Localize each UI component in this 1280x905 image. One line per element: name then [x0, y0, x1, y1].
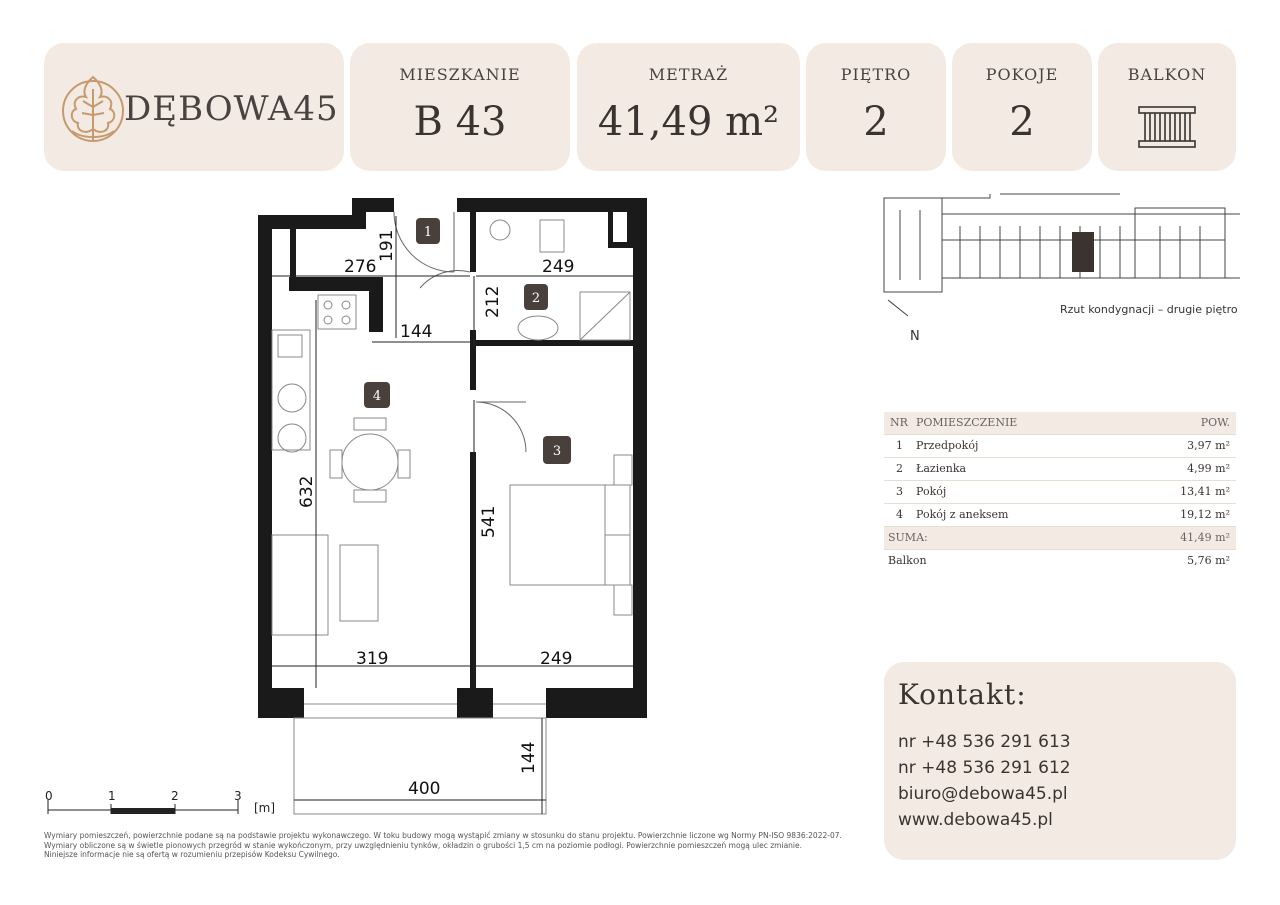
phone-link-2[interactable]: nr +48 536 291 612	[898, 758, 1071, 778]
dim-249-bottom: 249	[540, 649, 573, 669]
key-plan-caption: Rzut kondygnacji – drugie piętro	[1060, 303, 1238, 316]
logo-panel	[44, 43, 344, 171]
dim-212: 212	[483, 285, 503, 318]
dim-319: 319	[356, 649, 389, 669]
rooms-value: 2	[1009, 99, 1035, 145]
scale-tick-0: 0	[45, 789, 53, 803]
room-badge-3: 3	[552, 444, 562, 459]
col-area: POW.	[1200, 416, 1230, 429]
dim-541: 541	[479, 505, 499, 538]
row-area: 4,99 m²	[1187, 462, 1230, 475]
table-row	[884, 458, 1236, 481]
dim-632: 632	[297, 475, 317, 508]
balcony-row-area: 5,76 m²	[1187, 554, 1230, 567]
balcony-label: BALKON	[1127, 65, 1207, 84]
table-row	[884, 481, 1236, 504]
floor-cell	[806, 43, 946, 171]
contact-title: Kontakt:	[898, 678, 1027, 711]
col-nr: NR	[890, 416, 908, 429]
apartment-value: B 43	[413, 99, 507, 145]
scale-unit: [m]	[254, 801, 276, 815]
table-row	[884, 504, 1236, 527]
rooms-label: POKOJE	[985, 65, 1059, 84]
website-link[interactable]: www.debowa45.pl	[898, 810, 1053, 830]
oak-leaf-logo-icon	[58, 69, 128, 149]
table-row	[884, 435, 1236, 458]
row-area: 13,41 m²	[1180, 485, 1230, 498]
dim-400: 400	[408, 779, 441, 799]
balcony-row-label: Balkon	[888, 554, 927, 567]
apartment-cell	[350, 43, 570, 171]
row-name: Przedpokój	[916, 439, 979, 452]
balcony-row	[884, 550, 1236, 572]
row-name: Łazienka	[916, 462, 967, 475]
area-cell	[577, 43, 800, 171]
area-label: METRAŻ	[648, 65, 729, 84]
row-nr: 3	[896, 485, 903, 498]
dim-249-top: 249	[542, 257, 575, 277]
row-nr: 2	[896, 462, 903, 475]
col-name: POMIESZCZENIE	[916, 416, 1018, 429]
area-table	[884, 412, 1236, 572]
row-name: Pokój z aneksem	[916, 508, 1009, 521]
sum-label: SUMA:	[888, 531, 928, 544]
table-header	[884, 412, 1236, 435]
room-badge-2: 2	[531, 291, 541, 306]
dim-276: 276	[344, 257, 377, 277]
dim-144-balcony: 144	[519, 741, 539, 774]
brand-name: DĘBOWA45	[124, 89, 339, 129]
scale-tick-3: 3	[234, 789, 242, 803]
row-nr: 4	[896, 508, 903, 521]
floor-value: 2	[863, 99, 889, 145]
contact-panel	[884, 662, 1236, 860]
balcony-cell	[1098, 43, 1236, 171]
area-value: 41,49 m²	[597, 99, 780, 145]
dim-144-hall: 144	[400, 322, 433, 342]
apartment-label: MIESZKANIE	[399, 65, 521, 84]
rooms-cell	[952, 43, 1092, 171]
room-badge-1: 1	[423, 225, 433, 240]
floor-label: PIĘTRO	[840, 65, 912, 84]
scale-tick-1: 1	[108, 789, 116, 803]
disclaimer-line: Wymiary obliczone są w świetle pionowych przegród w stanie wykończonym, przy uwzględnieniu tynków, okładzin o grubości 1,5 cm na poziomie podłogi. Powierzchnie pomieszczeń mogą ulec zmianie.	[44, 840, 803, 850]
balcony-icon	[1137, 105, 1197, 149]
sum-area: 41,49 m²	[1180, 531, 1230, 544]
disclaimer-line: Niniejsze informacje nie są ofertą w rozumieniu przepisów Kodeksu Cywilnego.	[44, 850, 340, 859]
building-key-plan	[880, 190, 1240, 350]
disclaimer	[44, 831, 874, 860]
dim-191: 191	[377, 229, 397, 262]
room-badge-4: 4	[372, 389, 382, 404]
scale-tick-2: 2	[171, 789, 179, 803]
row-name: Pokój	[916, 485, 947, 498]
row-area: 19,12 m²	[1180, 508, 1230, 521]
north-label: N	[910, 329, 920, 344]
row-area: 3,97 m²	[1187, 439, 1230, 452]
row-nr: 1	[896, 439, 903, 452]
sum-row	[884, 527, 1236, 550]
floor-plan	[0, 180, 660, 820]
disclaimer-line: Wymiary pomieszczeń, powierzchnie podane są na podstawie projektu wykonawczego. W toku budowy mogą wystąpić zmiany w stosunku do stanu projektu. Powierzchnie liczone wg Normy PN-ISO 9836:2022-07.	[44, 831, 842, 840]
phone-link-1[interactable]: nr +48 536 291 613	[898, 732, 1071, 752]
email-link[interactable]: biuro@debowa45.pl	[898, 784, 1068, 804]
